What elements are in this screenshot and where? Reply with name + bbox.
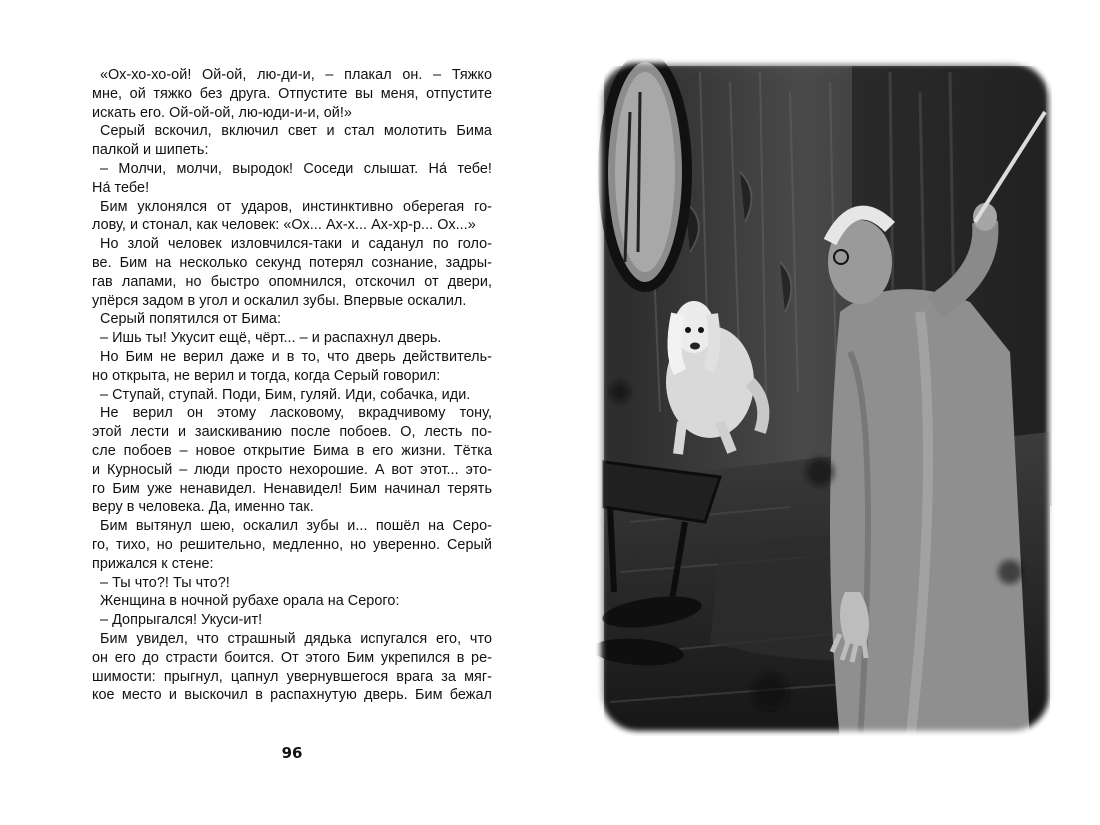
- text-line: упёрся задом в угол и оскалил зубы. Впервые оскалил.: [92, 292, 467, 309]
- text-line: – Допрыгался! Укуси-ит!: [100, 612, 263, 629]
- text-line: – Ступай, ступай. Поди, Бим, гуляй. Иди, собачка, иди.: [100, 386, 471, 403]
- text-line: – Ишь ты! Укусит ещё, чёрт... – и распахнул дверь.: [100, 330, 442, 347]
- text-page: [92, 66, 492, 705]
- text-line: – Ты что?! Ты что?!: [100, 574, 230, 591]
- page-number: 96: [281, 744, 303, 762]
- text-line: искать его. Ой-ой-ой, лю-юди-и-и, ой!»: [92, 104, 352, 121]
- text-line: Но злой человек изловчился-таки и саданул по голо-: [100, 236, 492, 253]
- text-line: го, тихо, но решительно, медленно, но уверенно. Серый: [92, 536, 492, 553]
- text-line: мне, ой тяжко без друга. Отпустите вы меня, отпустите: [92, 85, 492, 102]
- text-line: но открыта, не верил и тогда, когда Серый говорил:: [92, 367, 441, 384]
- text-line: Не верил он этому ласковому, вкрадчивому тону,: [100, 405, 492, 422]
- text-line: шимости: прыгнул, цапнул увернувшегося врага за мяг-: [92, 668, 492, 685]
- text-line: На́ тебе!: [92, 179, 150, 196]
- text-line: ве. Бим на несколько секунд потерял сознание, задры-: [92, 254, 492, 271]
- text-line: сле побоев – новое открытие Бима в его жизни. Тётка: [92, 442, 492, 459]
- text-line: «Ох-хо-хо-ой! Ой-ой, лю-ди-и, – плакал он. – Тяжко: [100, 67, 492, 83]
- text-line: лову, и стонал, как человек: «Ох... Ах-х... Ах-хр-р... Ох...»: [92, 217, 476, 234]
- text-line: Бим вытянул шею, оскалил зубы и... пошёл на Серо-: [100, 518, 492, 535]
- text-line: он его до страсти боится. От этого Бим укрепился в ре-: [92, 649, 492, 666]
- text-line: палкой и шипеть:: [92, 142, 209, 159]
- text-line: Серый вскочил, включил свет и стал молотить Бима: [100, 123, 492, 140]
- ink-illustration: [590, 52, 1060, 742]
- text-line: Но Бим не верил даже и в то, что дверь действитель-: [100, 348, 492, 365]
- text-line: прижался к стене:: [92, 555, 214, 572]
- text-line: и Курносый – люди просто нехорошие. А вот этот... это-: [92, 461, 492, 478]
- text-line: Серый попятился от Бима:: [100, 311, 282, 328]
- text-line: Бим увидел, что страшный дядька испугался его, что: [100, 630, 492, 647]
- text-line: Бим уклонялся от ударов, инстинктивно оберегая го-: [100, 198, 492, 215]
- text-line: Женщина в ночной рубахе орала на Серого:: [100, 593, 400, 610]
- text-line: го Бим уже ненавидел. Ненавидел! Бим начинал терять: [92, 480, 492, 497]
- text-line: – Молчи, молчи, выродок! Соседи слышат. На́ тебе!: [100, 160, 492, 177]
- text-line: этой лести и заискиванию после побоев. О, лесть по-: [92, 424, 492, 441]
- text-line: веру в человека. Да, именно так.: [92, 499, 314, 516]
- text-line: кое место и выскочил в распахнутую дверь. Бим бежал: [92, 687, 492, 704]
- text-line: гав лапами, но быстро опомнился, отскочил от двери,: [92, 273, 492, 290]
